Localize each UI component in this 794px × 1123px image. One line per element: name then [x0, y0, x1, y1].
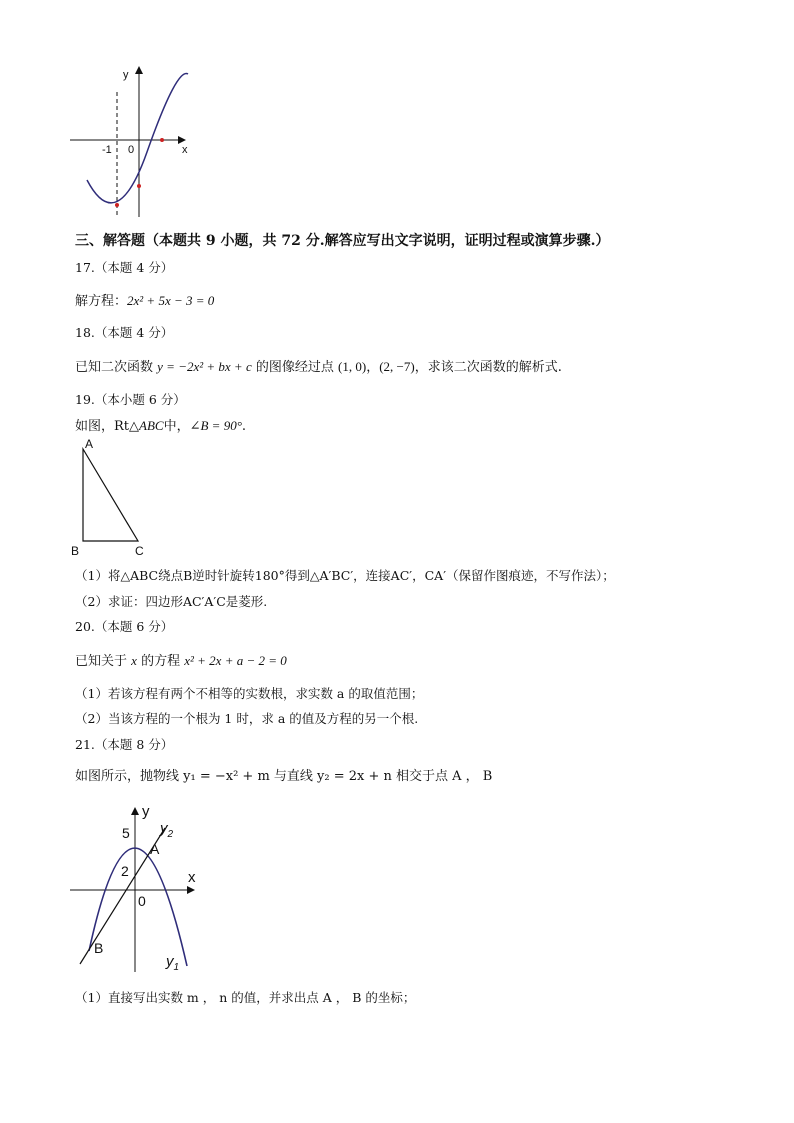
q19-intro-end: .: [241, 419, 247, 434]
triangle-abc: [83, 449, 138, 541]
vertex-point: [115, 203, 119, 207]
y-axis-arrow-icon: [131, 807, 139, 815]
q18-header: 18.（本题 4 分）: [75, 325, 174, 340]
q21-part1: （1）直接写出实数 m ， n 的值，并求出点 A ， B 的坐标；: [75, 990, 416, 1005]
y2-label-sub: 2: [167, 829, 174, 840]
q19-part1: （1）将△ABC绕点B逆时针旋转180°得到△A′BC′，连接AC′，CA′（保留作图痕迹，不写作法）；: [75, 568, 615, 583]
figure-parabola-axis: [60, 62, 210, 222]
parabola-curve: [87, 73, 188, 202]
y2-label: [159, 820, 174, 840]
section-heading: 三、解答题（本题共 9 小题，共 72 分.解答应写出文字说明，证明过程或演算步骤.）: [75, 233, 610, 249]
q18-point2: (2, −7): [379, 359, 415, 374]
y-axis-label: y: [123, 69, 129, 81]
q17-stem: [75, 290, 214, 309]
origin-label: 0: [138, 893, 146, 909]
q19-intro-tri: ABC: [139, 418, 164, 433]
q17-equation: 2x² + 5x − 3 = 0: [127, 293, 215, 308]
q18-sep: ，: [366, 360, 380, 375]
x-axis-arrow-icon: [187, 886, 195, 894]
tick-2-label: 2: [121, 863, 129, 879]
q18-function: y = −2x² + bx + c: [157, 359, 252, 374]
q18-point1: (1, 0): [338, 359, 367, 374]
vertex-b-label: B: [71, 544, 80, 558]
q19-header: 19.（本小题 6 分）: [75, 392, 186, 407]
figure-parabola-line: [62, 796, 222, 981]
q18-text-a: 已知二次函数: [75, 360, 154, 375]
q20-stem-var: x: [131, 653, 137, 668]
q17-prefix: 解方程：: [75, 294, 128, 309]
q21-stem: 如图所示，抛物线 y₁ = −x² + m 与直线 y₂ = 2x + n 相交于点 A ， B: [75, 769, 493, 784]
q20-equation: x² + 2x + a − 2 = 0: [184, 653, 287, 668]
y1-label-base: y: [166, 953, 174, 970]
point-b-label: B: [94, 940, 104, 956]
minus-one-label: -1: [102, 144, 112, 156]
q19-part2: （2）求证：四边形AC′A′C是菱形.: [75, 594, 268, 609]
q20-stem-b: 的方程: [141, 654, 181, 669]
x-intercept-point: [160, 138, 164, 142]
q20-part1: （1）若该方程有两个不相等的实数根，求实数 a 的取值范围；: [75, 686, 424, 701]
q18-stem: [75, 356, 562, 375]
y1-label: [165, 953, 179, 973]
q18-text-c: ，求该二次函数的解析式.: [414, 360, 562, 375]
y1-label-sub: 1: [173, 962, 180, 973]
q19-intro-b: 中，: [163, 419, 190, 434]
y-axis-label: y: [142, 803, 150, 820]
x-axis-arrow-icon: [178, 136, 186, 144]
q20-stem: [75, 650, 287, 669]
point-a-label: A: [150, 841, 160, 857]
q21-header: 21.（本题 8 分）: [75, 737, 174, 752]
q20-part2: （2）当该方程的一个根为 1 时，求 a 的值及方程的另一个根.: [75, 711, 419, 726]
q20-stem-a: 已知关于: [75, 654, 128, 669]
q17-header: 17.（本题 4 分）: [75, 260, 174, 275]
x-axis-label: x: [182, 144, 188, 156]
y-axis-arrow-icon: [135, 66, 143, 74]
origin-label: 0: [128, 144, 135, 156]
q20-header: 20.（本题 6 分）: [75, 619, 174, 634]
q18-text-b: 的图像经过点: [255, 360, 334, 375]
q19-intro-angle: ∠B = 90°: [189, 418, 242, 433]
q19-intro: [75, 415, 246, 434]
y2-label-base: y: [160, 820, 168, 837]
figure-right-triangle: [66, 434, 166, 564]
tick-5-label: 5: [122, 825, 130, 841]
q19-intro-a: 如图，Rt△: [75, 419, 140, 434]
x-axis-label: x: [188, 869, 196, 886]
vertex-a-label: A: [85, 437, 94, 451]
vertex-c-label: C: [135, 544, 144, 558]
y-intercept-point: [137, 184, 141, 188]
